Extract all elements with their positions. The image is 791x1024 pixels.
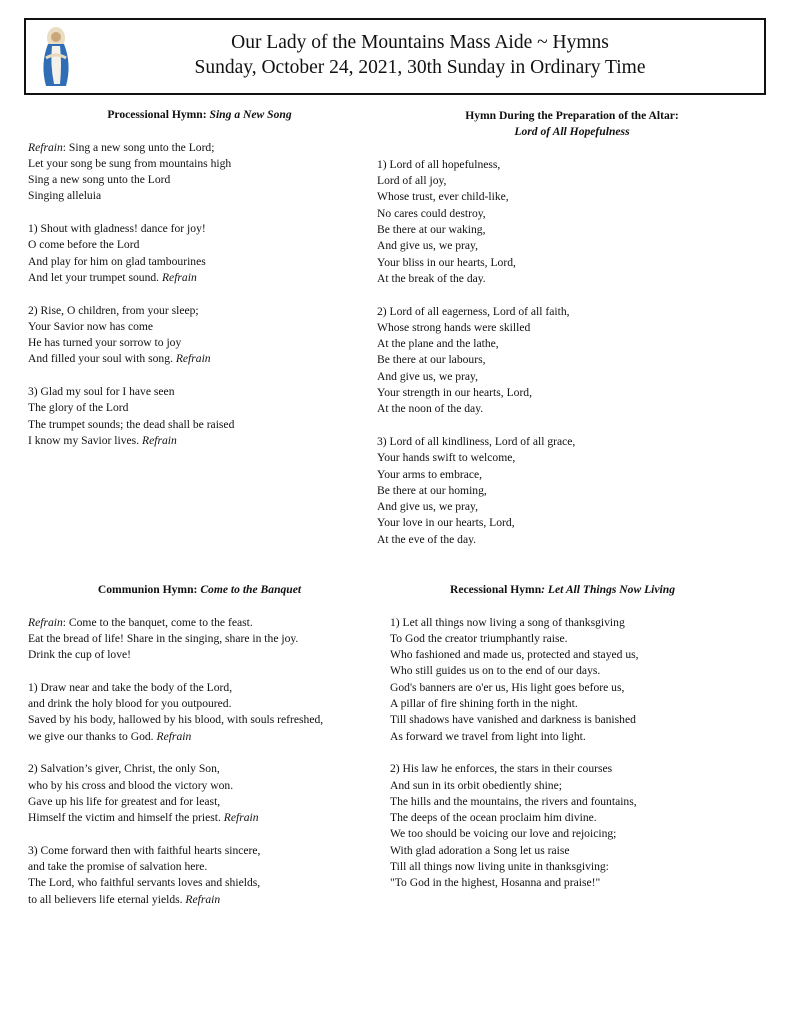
lyric-line: The hills and the mountains, the rivers and fountains, <box>390 794 637 808</box>
lyric-line: 1) Lord of all hopefulness, <box>377 157 501 171</box>
processional-title: Processional Hymn: Sing a New Song <box>107 108 292 121</box>
lyric-line: Eat the bread of life! Share in the singing, share in the joy. <box>28 631 299 645</box>
lyric-line: 1) Shout with gladness! dance for joy! <box>28 222 206 236</box>
lyric-line: Your Savior now has come <box>28 319 154 333</box>
lyric-line: And give us, we pray, <box>377 369 478 383</box>
lyric-line: and take the promise of salvation here. <box>28 860 208 874</box>
lyric-line: And filled your soul with song. Refrain <box>28 352 211 366</box>
lyric-line: 2) Salvation’s giver, Christ, the only Son, <box>28 762 220 776</box>
lyric-line: Be there at our homing, <box>377 483 487 497</box>
recessional-name: : Let All Things Now Living <box>541 583 676 596</box>
lyric-line: The Lord, who faithful servants loves and shields, <box>28 876 261 890</box>
lyric-line: At the break of the day. <box>377 271 486 285</box>
lyric-line: 3) Glad my soul for I have seen <box>28 385 175 399</box>
communion-refrain-line: Refrain: Come to the banquet, come to the feast. <box>28 615 253 629</box>
lyric-line: Drink the cup of love! <box>28 648 132 662</box>
lyric-line: The glory of the Lord <box>28 401 129 415</box>
lyric-line: The trumpet sounds; the dead shall be raised <box>28 417 235 431</box>
processional-refrain-line: Refrain: Sing a new song unto the Lord; <box>28 140 215 154</box>
lyric-line: And sun in its orbit obediently shine; <box>390 778 562 792</box>
lyric-line: 2) Lord of all eagerness, Lord of all faith, <box>377 304 570 318</box>
communion-hymn <box>28 582 373 908</box>
lyric-line: Your bliss in our hearts, Lord, <box>377 255 516 269</box>
lyric-line: Be there at our waking, <box>377 223 486 237</box>
header-date: Sunday, October 24, 2021, 30th Sunday in Ordinary Time <box>194 57 646 78</box>
lyric-line: At the plane and the lathe, <box>377 337 499 351</box>
lyric-line: With glad adoration a Song let us raise <box>390 843 570 857</box>
lyric-line: who by his cross and blood the victory won. <box>28 778 234 792</box>
lyric-line: "To God in the highest, Hosanna and praise!" <box>390 876 601 890</box>
lyric-line: To God the creator triumphantly raise. <box>390 631 568 645</box>
lyric-line: Whose strong hands were skilled <box>377 320 531 334</box>
preparation-title: Hymn During the Preparation of the Altar: <box>465 109 679 122</box>
lyric-line: And let your trumpet sound. Refrain <box>28 270 197 284</box>
lyric-line: Your arms to embrace, <box>377 467 483 481</box>
header-title: Our Lady of the Mountains Mass Aide ~ Hymns <box>231 32 609 53</box>
lyric-line: O come before the Lord <box>28 238 140 252</box>
lyric-line: Saved by his body, hallowed by his blood, with souls refreshed, <box>28 713 324 727</box>
lyric-line: Who still guides us on to the end of our days. <box>390 664 601 678</box>
processional-hymn <box>28 107 373 449</box>
lyric-line: And give us, we pray, <box>377 500 478 514</box>
lyric-line: He has turned your sorrow to joy <box>28 336 182 350</box>
lyric-line: I know my Savior lives. Refrain <box>28 433 177 447</box>
lyric-line: Your love in our hearts, Lord, <box>377 516 515 530</box>
preparation-hymn <box>377 108 767 548</box>
lyric-line: to all believers life eternal yields. Refrain <box>28 892 221 906</box>
lyric-line: and drink the holy blood for you outpoured. <box>28 697 232 711</box>
lyric-line: Singing alleluia <box>28 189 102 203</box>
lyric-line: God's banners are o'er us, His light goes before us, <box>390 680 625 694</box>
preparation-name: Lord of All Hopefulness <box>514 125 630 139</box>
lyric-line: 3) Lord of all kindliness, Lord of all grace, <box>377 434 576 448</box>
lyric-line: Lord of all joy, <box>377 174 447 188</box>
lyric-line: we give our thanks to God. Refrain <box>28 729 192 743</box>
lyric-line: As forward we travel from light into light. <box>390 729 586 743</box>
lyric-line: We too should be voicing our love and rejoicing; <box>390 827 617 841</box>
lyric-line: Till all things now living unite in thanksgiving: <box>390 860 609 874</box>
lyric-line: Sing a new song unto the Lord <box>28 173 171 187</box>
communion-name: Come to the Banquet <box>200 583 302 596</box>
lyric-line: And play for him on glad tambourines <box>28 254 206 268</box>
lyric-line: Who fashioned and made us, protected and stayed us, <box>390 648 639 662</box>
madonna-image <box>32 24 80 90</box>
lyric-line: Whose trust, ever child-like, <box>377 190 509 204</box>
lyric-line: Till shadows have vanished and darkness is banished <box>390 713 636 727</box>
lyric-line: Himself the victim and himself the priest. Refrain <box>28 811 259 825</box>
lyric-line: Let your song be sung from mountains high <box>28 156 232 170</box>
lyric-line: No cares could destroy, <box>377 206 486 220</box>
lyric-line: At the noon of the day. <box>377 402 484 416</box>
lyric-line: 2) Rise, O children, from your sleep; <box>28 303 199 317</box>
lyric-line: At the eve of the day. <box>377 532 477 546</box>
lyric-line: 1) Draw near and take the body of the Lord, <box>28 680 233 694</box>
lyric-line: Your hands swift to welcome, <box>377 451 516 465</box>
lyric-line: A pillar of fire shining forth in the night. <box>390 697 578 711</box>
recessional-title: Recessional Hymn: Let All Things Now Living <box>450 583 676 596</box>
recessional-hymn <box>390 582 770 892</box>
lyric-line: Be there at our labours, <box>377 353 486 367</box>
lyric-line: Gave up his life for greatest and for least, <box>28 794 221 808</box>
lyric-line: 3) Come forward then with faithful hearts sincere, <box>28 843 261 857</box>
processional-name: Sing a New Song <box>209 108 292 121</box>
lyric-line: 1) Let all things now living a song of thanksgiving <box>390 615 625 629</box>
lyric-line: The deeps of the ocean proclaim him divine. <box>390 811 597 825</box>
lyric-line: Your strength in our hearts, Lord, <box>377 386 532 400</box>
header-box <box>24 18 766 95</box>
communion-title: Communion Hymn: Come to the Banquet <box>97 583 302 596</box>
lyric-line: 2) His law he enforces, the stars in their courses <box>390 762 613 776</box>
lyric-line: And give us, we pray, <box>377 239 478 253</box>
